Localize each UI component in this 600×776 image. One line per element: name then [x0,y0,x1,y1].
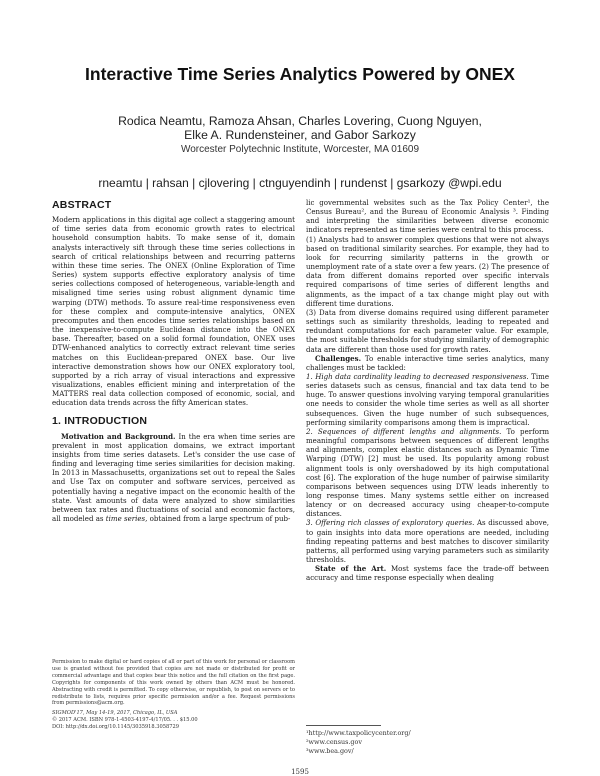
intro-emphasis: time series [105,514,146,523]
intro-text-end: , obtained from a large spectrum of pub- [145,514,291,523]
challenges-paragraph [306,354,549,372]
footnote-2[interactable]: ²www.census.gov [306,738,362,746]
challenges-text: To enable interactive time series analytics, many challenges must be tackled: [306,353,549,372]
footnote-divider [306,725,381,726]
affiliation: Worcester Polytechnic Institute, Worcester, MA 01609 [180,144,420,155]
challenge-3-title: 3. Offering rich classes of exploratory queries. [306,518,475,528]
copyright-info: © 2017 ACM. ISBN 978-1-4503-4197-4/17/05. . . $15.00 [52,717,198,724]
state-of-art-text: Most systems face the trade-off between accuracy and time response especially when dealing [306,564,549,583]
challenge-1-text: Time series datasets such as census, financial and tax data tend to be huge. To answer questions involving varying temporal granularities one needs to consider the whole time series as well as all shorter subsequences. Given the huge number of such subsequences, performing similarity comparisons among them is impractical. [306,371,549,427]
permission-text: Permission to make digital or hard copies of all or part of this work for personal or classroom use is granted without fee provided that copies are not made or distributed for profit or commercial advantage and that copies bear this notice and the full citation on the first page. Copyrights for components of this work owned by others than ACM must be honored. Abstracting with credit is permitted. To copy otherwise, or republish, to post on servers or to redistribute to lists, requires prior specific permission and/or a fee. Request permissions from permissions@acm.org. [52,659,295,707]
doi-link[interactable]: DOI: http://dx.doi.org/10.1145/3035918.3058729 [52,724,179,731]
abstract-heading: ABSTRACT [52,199,112,211]
challenge-2-title: 2. Sequences of different lengths and alignments. [306,426,502,436]
intro-paragraph [52,432,295,524]
challenges-lead: Challenges. [315,353,362,363]
abstract-text: Modern applications in this digital age collect a staggering amount of time series data from economic growth rates to electrical household consumption habits. To make sense of it, domain analysts interactively sift through these time series collections in search of critical relationships between and recurring patterns within these time series. The ONEX (Online Exploration of Time Series) system supports effective exploratory analysis of time series collections composed of heterogeneous, variable-length and misaligned time series using robust alignment dynamic time warping (DTW) methods. To assure real-time responsiveness even for these complex and compute-intensive analytics, ONEX precomputes and then encodes time series relationships based on the inexpensive-to-compute Euclidean distance into the ONEX base. Thereafter, based on a solid formal foundation, ONEX uses DTW-enhanced analytics to correctly extract relevant time series matches on this Euclidean-prepared ONEX base. Our live interactive demonstration shows how our ONEX exploratory tool, supported by a rich array of visual interactions and expressive visualizations, enables efficient mining and interpretation of the MATTERS real data collection composed of economic, social, and education data trends across the fifty American states. [52,215,295,408]
challenge-2 [306,427,549,519]
state-of-art-paragraph [306,564,549,582]
authors-line-1: Rodica Neamtu, Ramoza Ahsan, Charles Lovering, Cuong Nguyen, [118,114,482,128]
intro-text: In the era when time series are prevalent in most application domains, we extract important insights from time series datasets. Let's consider the use case of finding and leveraging time series similarities for decision making. In 2013 in Massachusetts, organizations set out to repeal the Sales and Use Tax on computer and software services, perceived as potentially having a negative impact on the economic health of the state. Vast amounts of data were analyzed to show similarities between tax rates and fluctuations of social and economic factors, all modeled as [52,431,295,523]
right-continuation: lic governmental websites such as the Tax Policy Center¹, the Census Bureau², and the Bureau of Economic Analysis ³. Finding and interpreting the similarities between diverse economic indicators represented as time series were central to this process. [306,198,549,235]
right-column [306,198,549,583]
permission-block [52,659,295,731]
challenge-1-title: 1. High data cardinality leading to decreased responsiveness. [306,371,529,381]
paper-title: Interactive Time Series Analytics Powered by ONEX [85,64,515,84]
page-number: 1595 [291,768,309,776]
authors-line-2: Elke A. Rundensteiner, and Gabor Sarkozy [184,128,416,142]
motivation-lead: Motivation and Background. [61,431,176,441]
question-item-1: (1) Analysts had to answer complex questions that were not always based on traditional similarity searches. For example, they had to look for recurring similarity patterns in the growth or unemployment rate of a state over a few years. (2) The presence of data from different domains reported over specific intervals required comparisons of time series of different lengths and alignments, as the impact of a tax change might play out with different time durations. [306,234,549,308]
author-emails: rneamtu | rahsan | cjlovering | ctnguyendinh | rundenst | gsarkozy @wpi.edu [98,176,502,190]
challenge-3-text: As discussed above, to gain insights into data more operations are needed, including finding repeating patterns and best matches to discover similarity patterns, all performed using varying parameters such as similarity thresholds. [306,518,549,565]
challenge-2-text: To perform meaningful comparisons between sequences of different lengths and alignments, complex elastic distances such as Dynamic Time Warping (DTW) [2] must be used. Its popularity among robust alignment tools is only overshadowed by its high computational cost [6]. The exploration of the huge number of pairwise similarity comparisons between sequences using DTW leads inherently to long response times. Many systems settle either on increased latency or on decreased accuracy using cheaper-to-compute distances. [306,426,550,519]
challenge-3 [306,518,549,564]
footnote-1[interactable]: ¹http://www.taxpolicycenter.org/ [306,729,411,737]
footnotes [306,729,549,756]
footnote-3[interactable]: ³www.bea.gov/ [306,747,354,755]
introduction-heading: 1. INTRODUCTION [52,415,148,428]
challenge-1 [306,372,549,427]
left-column [52,198,295,523]
state-of-art-lead: State of the Art. [315,564,387,574]
question-item-3: (3) Data from diverse domains required using different parameter settings such as similarity thresholds, leading to repeated and redundant computations for each parameter value. For example, the most suitable thresholds for studying similarity of demographic data are different than those used for growth rates. [306,307,549,354]
conference-info: SIGMOD'17, May 14-19, 2017, Chicago, IL, USA [52,710,178,717]
